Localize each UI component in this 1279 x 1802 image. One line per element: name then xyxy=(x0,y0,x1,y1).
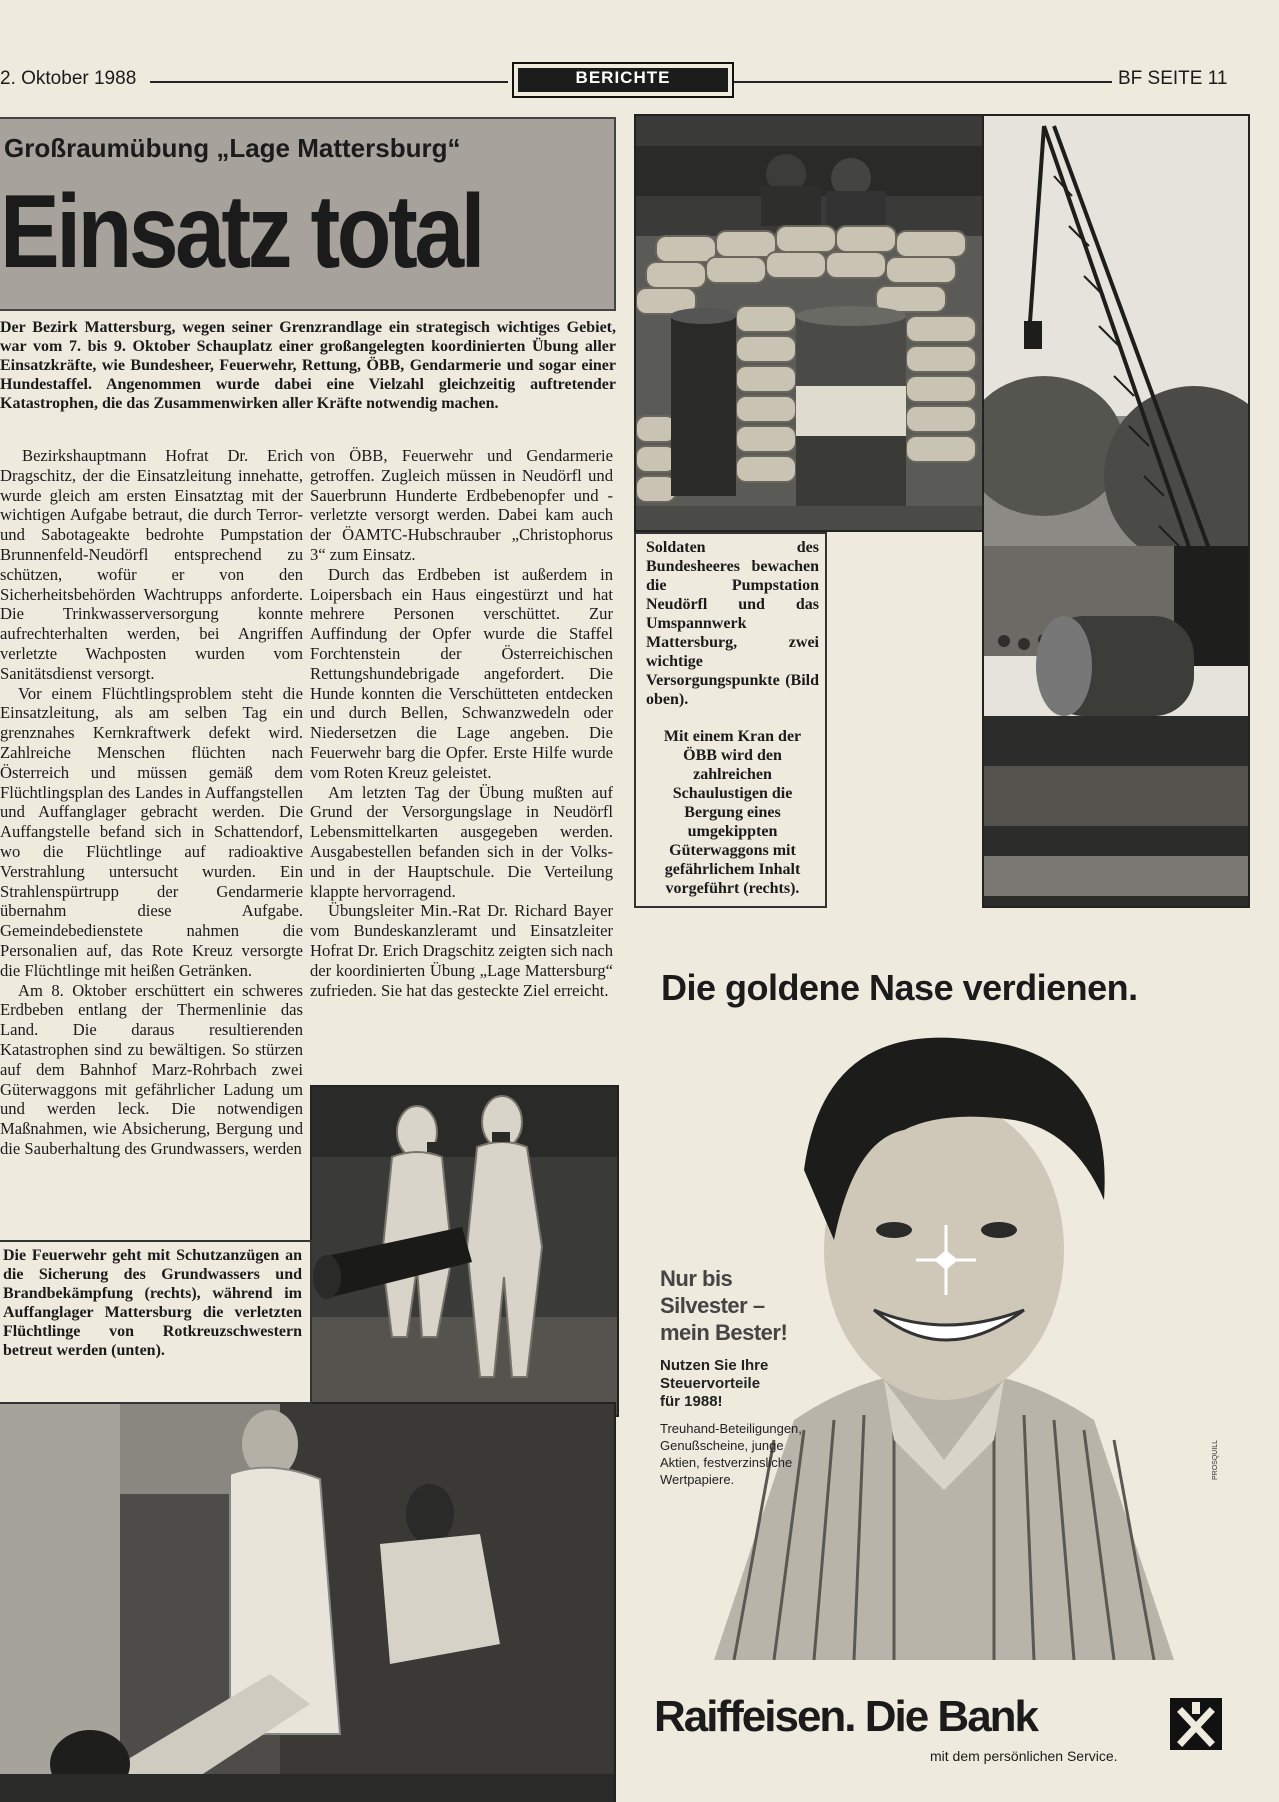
brand-name: Raiffeisen. Die Bank xyxy=(654,1692,1038,1741)
caption-text: Mit einem Kran der ÖBB wird den zahlreichen Schaulustigen die Bergung eines umgekippten Güterwaggons mit gefährlichem Inhalt vorgeführt (rechts). xyxy=(663,728,802,897)
brand-tagline: mit dem persönlichen Service. xyxy=(930,1748,1118,1764)
ad-detail-line: Treuhand-Beteiligungen, xyxy=(660,1421,802,1436)
ad-subline-line: Steuervorteile xyxy=(660,1375,761,1392)
paragraph: Übungsleiter Min.-Rat Dr. Richard Bayer vom Bundeskanzleramt und Einsatzleiter Hofrat Dr. Erich Dragschitz zeigten sich nach der koordinierten Übung „Lage Mattersburg“ zufrieden. Sie hat das gesteckte Ziel erreicht. xyxy=(310,901,613,1000)
ad-subline-line: Nutzen Sie Ihre xyxy=(660,1357,769,1374)
ad-slogan-line: Silvester – xyxy=(660,1293,765,1318)
photo-soldiers-sandbags xyxy=(634,114,986,532)
header-rule-left xyxy=(150,81,508,83)
ad-photo-smiling-man xyxy=(654,1020,1230,1690)
ad-headline: Die goldene Nase verdienen. xyxy=(661,967,1138,1008)
photo-red-cross-nurse xyxy=(0,1402,616,1802)
photo-crane-rail-car xyxy=(982,114,1250,908)
ad-slogan xyxy=(660,1265,787,1346)
ad-details xyxy=(660,1420,802,1488)
ad-detail-line: Aktien, festverzinsliche xyxy=(660,1455,793,1470)
ad-slogan-line: mein Bester! xyxy=(660,1320,788,1345)
photo-protective-suits xyxy=(310,1085,619,1417)
paragraph: Vor einem Flüchtlingsproblem steht die Einsatzleitung, als am selben Tag ein grenznahes Kernkraftwerk defekt wird. Zahlreiche Menschen flüchten nach Österreich und müssen gemäß dem Flüchtlingsplan des Landes in Auffangstellen und Auffanglager gebracht werden. Die Auffangstelle befand sich in Schattendorf, wo die Flüchtlinge auf radioaktive Verstrahlung untersucht wurden. Ein Strahlenspürtrupp der Gendarmerie übernahm diese Aufgabe. Gemeindebedienstete nahmen die Personalien auf, das Rote Kreuz versorgte die Flüchtlinge mit heißen Getränken. xyxy=(0,683,303,980)
article-column-2 xyxy=(310,446,613,1086)
article-kicker: Großraumübung „Lage Mattersburg“ xyxy=(4,133,461,163)
issue-date: 2. Oktober 1988 xyxy=(0,68,137,89)
caption-text: Die Feuerwehr geht mit Schutzanzügen an die Sicherung des Grundwassers und Brandbekämpfung (rechts), während im Auffanglager Mattersburg die verletzten Flüchtlinge von Rotkreuzschwestern betreut werden (unten). xyxy=(3,1247,302,1359)
ad-detail-line: Genußscheine, junge xyxy=(660,1438,784,1453)
photo-caption-right xyxy=(634,532,827,908)
paragraph: von ÖBB, Feuerwehr und Gendarmerie getroffen. Zugleich müssen in Neudörfl und Sauerbrunn Hunderte Erdbebenopfer und -verletzte versorgt werden. Dabei kam auch der ÖAMTC-Hubschrauber „Christophorus 3“ zum Einsatz. xyxy=(310,446,613,564)
lead-text: Der Bezirk Mattersburg, wegen seiner Grenzrandlage ein strategisch wichtiges Gebiet, war vom 7. bis 9. Oktober Schauplatz einer großangelegten koordinierten Übung aller Einsatzkräfte, wie Bundesheer, Feuerwehr, Rettung, ÖBB, Gendarmerie und sogar einer Hundestaffel. Angenommen wurde dabei eine Vielzahl gleichzeitig auftretender Katastrophen, die das Zusammenwirken aller Kräfte notwendig machen. xyxy=(0,319,616,412)
ad-slogan-line: Nur bis xyxy=(660,1266,733,1291)
ad-credit: PROSQUILL xyxy=(1212,1439,1219,1480)
article-column-1 xyxy=(0,446,303,1232)
ad-subline xyxy=(660,1357,768,1411)
ad-detail-line: Wertpapiere. xyxy=(660,1472,735,1487)
headline-box xyxy=(0,117,616,311)
page-number: BF SEITE 11 xyxy=(1118,68,1228,89)
raiffeisen-logo-icon xyxy=(1170,1698,1222,1750)
caption-text: Soldaten des Bundesheeres bewachen die Pumpstation Neudörfl und das Umspannwerk Mattersburg, zwei wichtige Versorgungspunkte (Bild oben). xyxy=(646,539,819,708)
header-rule-right xyxy=(734,81,1112,83)
section-label: BERICHTE xyxy=(518,68,728,92)
photo-caption-left xyxy=(0,1240,312,1404)
paragraph: Durch das Erdbeben ist außerdem in Loipersbach ein Haus eingestürzt und hat mehrere Personen verschüttet. Zur Auffindung der Opfer wurde die Staffel Forchtenstein der Österreichischen Rettungshundebrigade angefordert. Die Hunde konnten die Verschütteten entdecken und durch Bellen, Schwanzwedeln oder Niedersetzen die Lage angeben. Die Feuerwehr barg die Opfer. Erste Hilfe wurde vom Roten Kreuz geleistet. xyxy=(310,564,613,782)
article-lead xyxy=(0,318,616,413)
paragraph: Am letzten Tag der Übung mußten auf Grund der Versorgungslage in Neudörfl Lebensmittelkarten ausgegeben werden. Ausgabestellen befanden sich in der Volks- und in der Hauptschule. Die Verteilung klappte hervorragend. xyxy=(310,782,613,901)
ad-subline-line: für 1988! xyxy=(660,1393,723,1410)
article-title: Einsatz total xyxy=(0,174,483,290)
paragraph: Bezirkshauptmann Hofrat Dr. Erich Dragschitz, der die Einsatzleitung innehatte, wurde gleich am ersten Einsatztag mit der wichtigen Aufgabe betraut, die durch Terror- und Sabotageakte bedrohte Pumpstation Brunnenfeld-Neudörfl entsprechend zu schützen, wofür er von den Sicherheitsbehörden Wachtrupps anforderte. Die Trinkwasserversorgung konnte aufrechterhalten werden, bei Angriffen verletzte Wachposten wurden vom Sanitätsdienst versorgt. xyxy=(0,446,303,683)
paragraph: Am 8. Oktober erschüttert ein schweres Erdbeben entlang der Thermenlinie das Land. Die daraus resultierenden Katastrophen sind zu bewältigen. So stürzen auf dem Bahnhof Marz-Rohrbach zwei Güterwaggons mit gefährlicher Ladung um und werden leck. Die notwendigen Maßnahmen, wie Absicherung, Bergung und die Sauberhaltung des Grundwassers, werden xyxy=(0,980,303,1158)
section-label-box xyxy=(512,62,734,98)
